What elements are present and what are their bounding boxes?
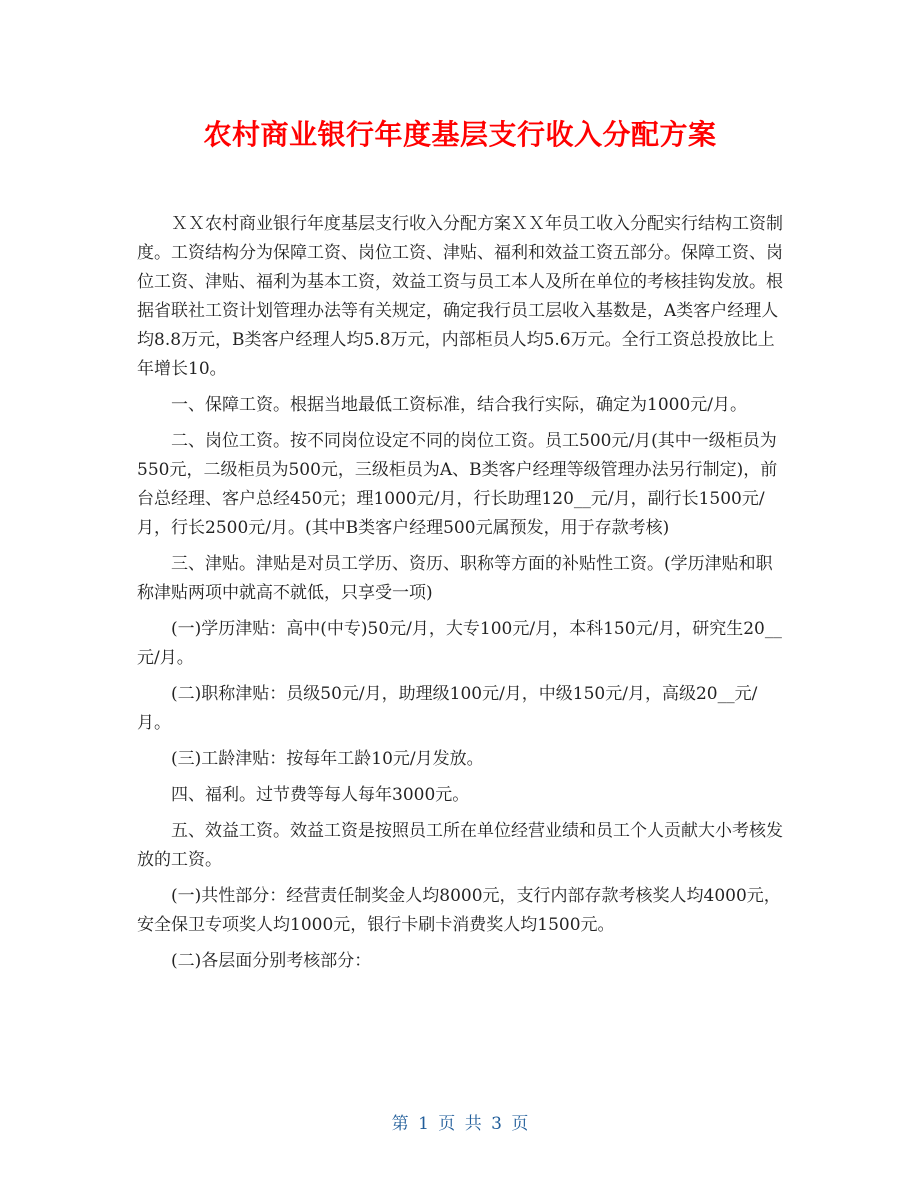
paragraph-position-wage: 二、岗位工资。按不同岗位设定不同的岗位工资。员工500元/月(其中一级柜员为550元，二级柜员为500元，三级柜员为A、B类客户经理等级管理办法另行制定)，前台总经理、客户总经450元；理1000元/月，行长助理120__元/月，副行长1500元/月，行长2500元/月。(其中B类客户经理500元属预发，用于存款考核) bbox=[137, 431, 778, 538]
paragraph-guarantee-wage: 一、保障工资。根据当地最低工资标准，结合我行实际，确定为1000元/月。 bbox=[171, 395, 747, 415]
document-title: 农村商业银行年度基层支行收入分配方案 bbox=[203, 118, 717, 151]
document-body bbox=[137, 210, 787, 983]
paragraph-common-part: (一)共性部分：经营责任制奖金人均8000元，支行内部存款考核奖人均4000元，安全保卫专项奖人均1000元，银行卡刷卡消费奖人均1500元。 bbox=[137, 886, 781, 935]
paragraph-welfare: 四、福利。过节费等每人每年3000元。 bbox=[171, 785, 470, 805]
page-indicator: 第 1 页 共 3 页 bbox=[391, 1114, 529, 1134]
paragraph-intro: ＸＸ农村商业银行年度基层支行收入分配方案ＸＸ年员工收入分配实行结构工资制度。工资结构分为保障工资、岗位工资、津贴、福利和效益工资五部分。保障工资、岗位工资、津贴、福利为基本工资，效益工资与员工本人及所在单位的考核挂钩发放。根据省联社工资计划管理办法等有关规定，确定我行员工层收入基数是，A类客户经理人均8.8万元，B类客户经理人均5.8万元，内部柜员人均5.6万元。全行工资总投放比上年增长10。 bbox=[137, 214, 783, 379]
paragraph-performance-wage: 五、效益工资。效益工资是按照员工所在单位经营业绩和员工个人贡献大小考核发放的工资。 bbox=[137, 821, 783, 870]
paragraph-education-allowance: (一)学历津贴：高中(中专)50元/月，大专100元/月，本科150元/月，研究生20__元/月。 bbox=[137, 619, 782, 668]
paragraph-title-allowance: (二)职称津贴：员级50元/月，助理级100元/月，中级150元/月，高级20__元/月。 bbox=[137, 684, 758, 733]
paragraph-seniority-allowance: (三)工龄津贴：按每年工龄10元/月发放。 bbox=[171, 749, 484, 769]
paragraph-level-assessment: (二)各层面分别考核部分： bbox=[171, 951, 372, 971]
paragraph-allowance: 三、津贴。津贴是对员工学历、资历、职称等方面的补贴性工资。(学历津贴和职称津贴两项中就高不就低，只享受一项) bbox=[137, 554, 773, 603]
